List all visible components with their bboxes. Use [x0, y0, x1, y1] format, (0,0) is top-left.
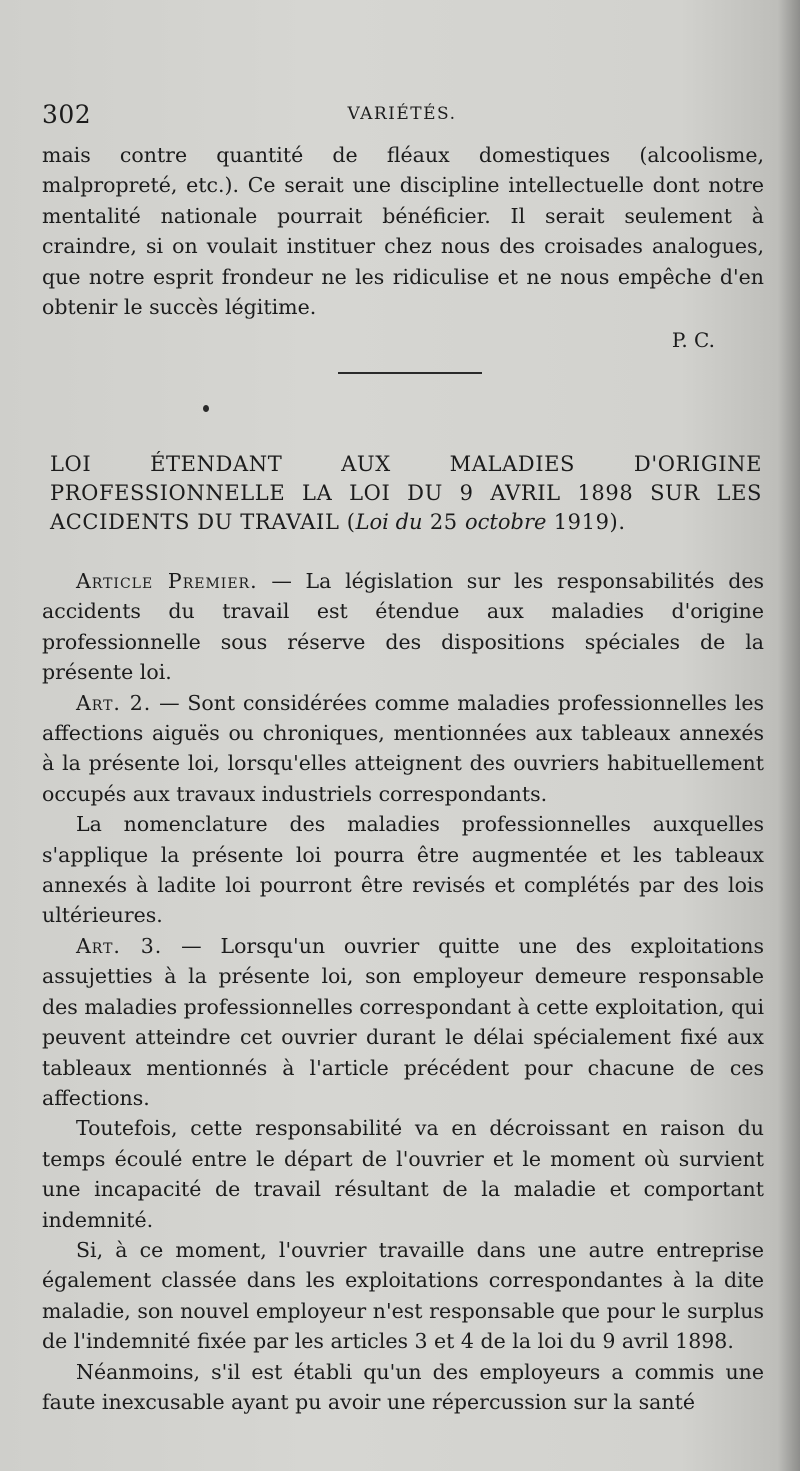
article-paragraph: [42, 1113, 764, 1235]
article-text: — Sont considérées comme maladies professionnelles les affections aiguës ou chroniques, mentionnées aux tableaux annexés à la présente loi, lorsqu'elles atteignent des ouvriers habituellement occupés aux travaux industriels correspondants.: [42, 690, 765, 806]
article-label: Art. 3.: [76, 933, 163, 958]
articles-block: [42, 566, 764, 1417]
article-label: Art. 2.: [76, 690, 152, 715]
law-title-text: LOI ÉTENDANT AUX MALADIES D'ORIGINE PROFESSIONNELLE LA LOI DU 9 AVRIL 1898 SUR LES ACCIDENTS DU TRAVAIL: [50, 452, 762, 534]
article-paragraph: [42, 931, 764, 1113]
signature: P. C.: [671, 328, 715, 352]
article-text: Si, à ce moment, l'ouvrier travaille dans une autre entreprise également classée dans les exploitations correspondantes à la dite maladie, son nouvel employeur n'est responsable que pour le surplus de l'indemnité fixée par les articles 3 et 4 de la loi du 9 avril 1898.: [42, 1237, 764, 1354]
article-text: — La législation sur les responsabilités des accidents du travail est étendue aux maladies d'origine professionnelle sous réserve des dispositions spéciales de la présente loi.: [42, 569, 764, 685]
article-paragraph: [42, 1357, 764, 1418]
running-title: VARIÉTÉS.: [347, 104, 457, 124]
law-title: [50, 450, 762, 537]
article-paragraph: [42, 1235, 764, 1357]
law-date-close: 1919).: [546, 510, 626, 534]
section-divider: [338, 372, 482, 374]
article-text: — Lorsqu'un ouvrier quitte une des exploitations assujetties à la présente loi, son employeur demeure responsable des maladies professionnelles correspondant à cette exploitation, qui peuvent atteindre cet ouvrier durant le délai spécialement fixé aux tableaux mentionnés à l'article précédent pour chacune de ces affections.: [42, 933, 764, 1110]
running-head: [42, 100, 762, 134]
law-date-open: (: [346, 510, 356, 534]
law-date-italic-1: Loi du: [355, 510, 423, 534]
page-edge-shadow: [778, 0, 800, 1471]
article-text: Toutefois, cette responsabilité va en décroissant en raison du temps écoulé entre le départ de l'ouvrier et le moment où survient une incapacité de travail résultant de la maladie et comportant indemnité.: [42, 1116, 764, 1232]
article-label: Article Premier.: [76, 569, 258, 593]
ink-dot: [203, 405, 209, 412]
intro-paragraph: mais contre quantité de fléaux domestiques (alcoolisme, malpropreté, etc.). Ce serait une discipline intellectuelle dont notre mentalité nationale pourrait bénéficier. Il serait seulement à craindre, si on voulait instituer chez nous des croisades analogues, que notre esprit frondeur ne les ridiculise et ne nous empêche d'en obtenir le succès légitime.: [42, 143, 764, 320]
page-number: 302: [42, 100, 92, 129]
article-paragraph: [42, 566, 764, 688]
article-paragraph: [42, 688, 764, 810]
law-date-italic-2: octobre: [465, 510, 547, 534]
intro-block: [42, 140, 764, 322]
article-paragraph: [42, 809, 764, 931]
article-text: Néanmoins, s'il est établi qu'un des employeurs a commis une faute inexcusable ayant pu avoir une répercussion sur la santé: [42, 1359, 764, 1414]
article-text: La nomenclature des maladies professionnelles auxquelles s'applique la présente loi pourra être augmentée et les tableaux annexés à ladite loi pourront être revisés et complétés par des lois ultérieures.: [42, 812, 764, 928]
law-date-number: 25: [422, 510, 466, 534]
